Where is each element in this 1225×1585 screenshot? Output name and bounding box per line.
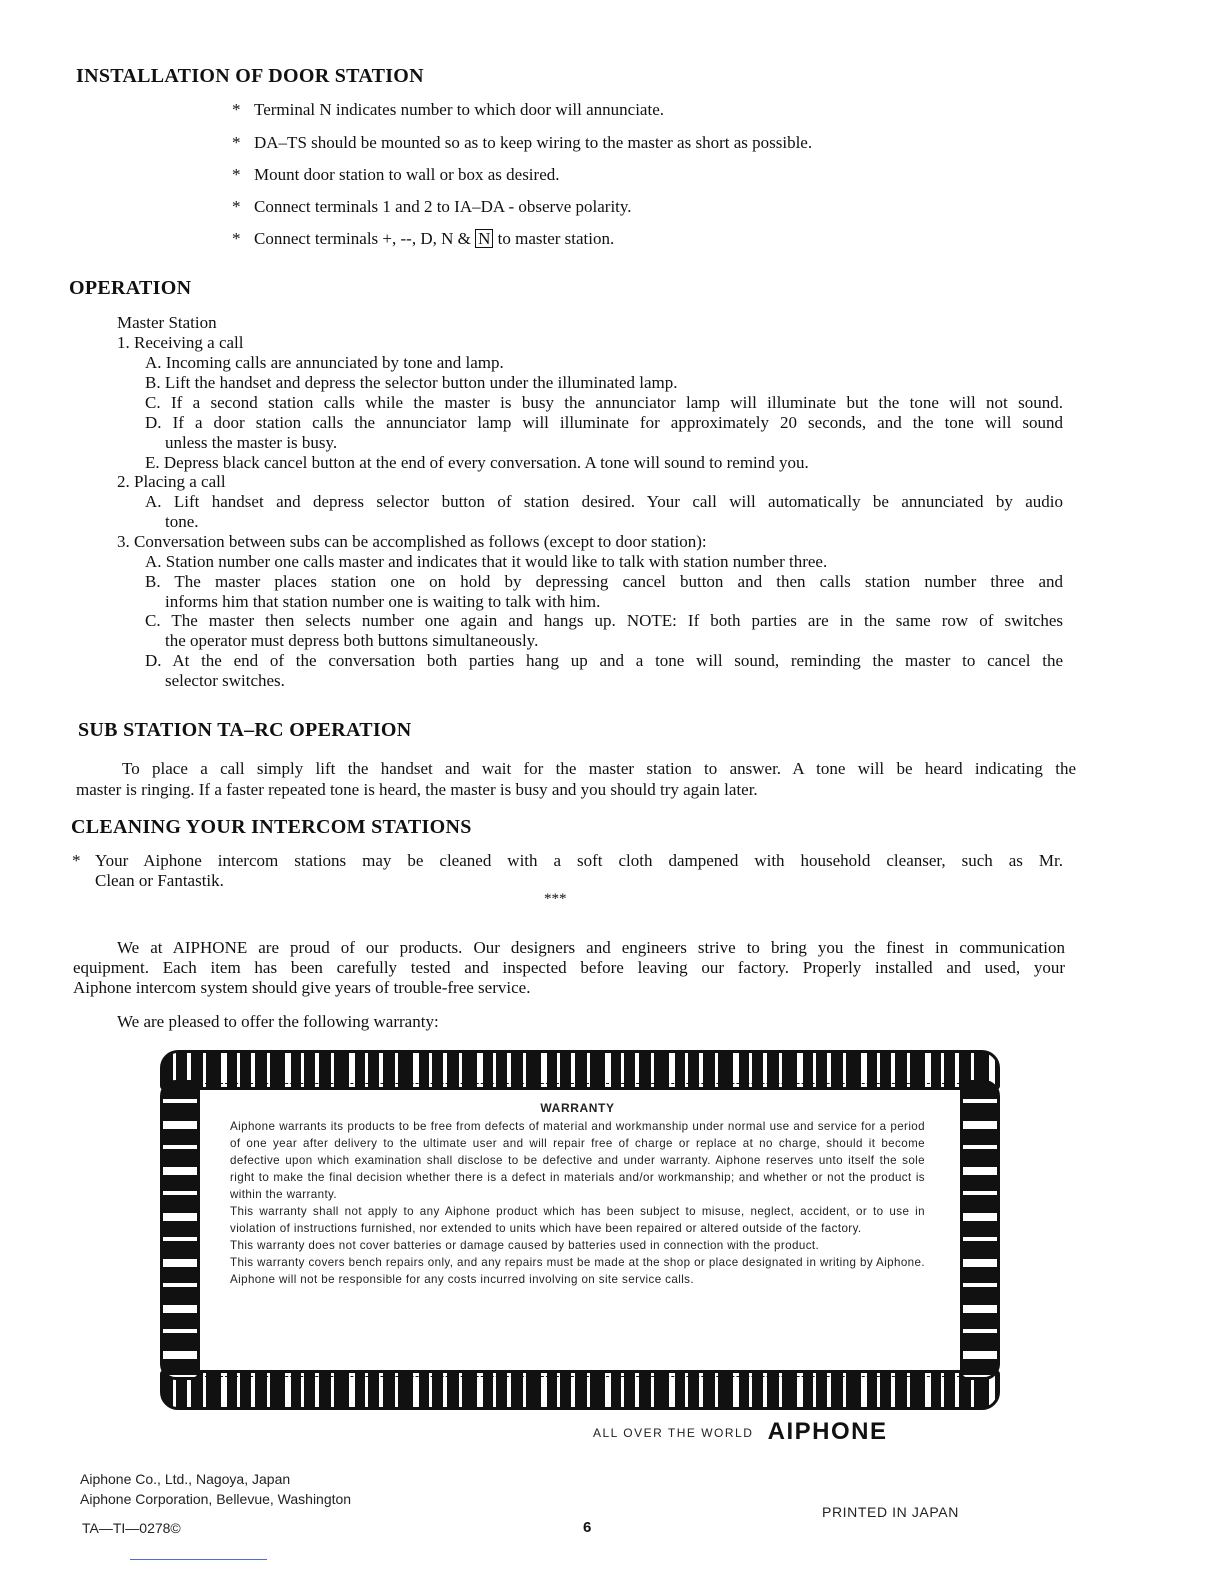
terminal-n-box: N [475,229,493,248]
footer-link-underline [130,1559,267,1560]
cleaning-star: * [72,851,81,870]
certificate-rule-top [200,1083,960,1084]
warranty-certificate [160,1050,1000,1410]
op-item-2a: A. Lift handset and depress selector button of station desired. Your call will automatically be annunciated by audio [145,492,1063,511]
op-item-1d: D. If a door station calls the annunciator lamp will illuminate for approximately 20 seconds, and the tone will sound [145,413,1063,432]
op-item-1a: A. Incoming calls are annunciated by tone and lamp. [145,353,504,372]
warranty-paragraph-4: This warranty covers bench repairs only, and any repairs must be made at the shop or place designated in writing by Aiphone. Aiphone will not be responsible for any costs incurred involving on site service calls. [230,1256,925,1286]
master-station-label: Master Station [117,313,217,332]
install-bullet-5: * Connect terminals +, --, D, N & N to master station. [232,229,615,248]
cleaning-text-2: Clean or Fantastik. [95,871,224,890]
op-item-3b: B. The master places station one on hold by depressing cancel button and then calls station number three and [145,572,1063,591]
cleaning-heading: CLEANING YOUR INTERCOM STATIONS [71,816,472,838]
warranty-paragraph-2: This warranty shall not apply to any Aiphone product which has been subject to misuse, neglect, accident, or to use in violation of instructions furnished, nor extended to units which have been repaired or altered outside of the factory. [230,1205,925,1235]
op-item-3b-cont: informs him that station number one is waiting to talk with him. [165,592,601,611]
closing-text-4: We are pleased to offer the following warranty: [117,1012,439,1031]
certificate-rule-bottom [200,1376,960,1377]
footer-address-1: Aiphone Co., Ltd., Nagoya, Japan [80,1471,291,1487]
closing-text-3: Aiphone intercom system should give years of trouble-free service. [73,978,531,997]
install-bullet-3: * Mount door station to wall or box as desired. [232,165,560,184]
op-item-1: 1. Receiving a call [117,333,244,352]
install-bullet-4: * Connect terminals 1 and 2 to IA–DA - observe polarity. [232,197,632,216]
brand-tagline: ALL OVER THE WORLD [593,1426,754,1440]
certificate-border-left [160,1080,200,1380]
op-item-1c: C. If a second station calls while the master is busy the annunciator lamp will illuminate but the tone will not sound. [145,393,1063,412]
aiphone-logo: AIPHONE [767,1418,888,1445]
closing-text-1: We at AIPHONE are proud of our products. Our designers and engineers strive to bring you the finest in communication [117,938,1065,957]
op-item-3d: D. At the end of the conversation both parties hang up and a tone will sound, reminding the master to cancel the [145,651,1063,670]
section-separator: *** [544,891,567,907]
certificate-border-top [160,1050,1000,1090]
op-item-3c: C. The master then selects number one again and hangs up. NOTE: If both parties are in the same row of switches [145,611,1063,630]
sub-station-text-2: master is ringing. If a faster repeated tone is heard, the master is busy and you should try again later. [76,780,758,799]
op-item-3: 3. Conversation between subs can be accomplished as follows (except to door station): [117,532,707,551]
warranty-body [230,1100,925,1288]
warranty-title: WARRANTY [540,1101,615,1115]
document-code: TA—TI—0278© [82,1520,181,1536]
installation-heading: INSTALLATION OF DOOR STATION [76,65,424,87]
op-item-3c-cont: the operator must depress both buttons simultaneously. [165,631,539,650]
printed-in: PRINTED IN JAPAN [822,1504,959,1520]
cleaning-text-1: Your Aiphone intercom stations may be cleaned with a soft cloth dampened with household cleanser, such as Mr. [95,851,1063,870]
op-item-1b: B. Lift the handset and depress the selector button under the illuminated lamp. [145,373,678,392]
operation-heading: OPERATION [69,277,192,299]
op-item-1e: E. Depress black cancel button at the end of every conversation. A tone will sound to remind you. [145,453,809,472]
op-item-2a-cont: tone. [165,512,199,531]
sub-station-text-1: To place a call simply lift the handset and wait for the master station to answer. A tone will be heard indicating the [122,759,1076,778]
install-bullet-2: * DA–TS should be mounted so as to keep wiring to the master as short as possible. [232,133,813,152]
op-item-3d-cont: selector switches. [165,671,285,690]
page-number: 6 [583,1519,592,1536]
closing-text-2: equipment. Each item has been carefully tested and inspected before leaving our factory. Properly installed and used, your [73,958,1065,977]
op-item-2: 2. Placing a call [117,472,226,491]
certificate-border-right [960,1080,1000,1380]
op-item-3a: A. Station number one calls master and indicates that it would like to talk with station number three. [145,552,828,571]
warranty-paragraph-1: Aiphone warrants its products to be free from defects of material and workmanship under normal use and service for a period of one year after delivery to the ultimate user and will repair free of charge or replace at no charge, should it become defective upon which examination shall disclose to be defective and under warranty. Aiphone reserves unto itself the sole right to make the final decision whether there is a defect in materials and/or workmanship; and whether or not the product is within the warranty. [230,1120,925,1201]
op-item-1d-cont: unless the master is busy. [165,433,338,452]
footer-address-2: Aiphone Corporation, Bellevue, Washington [80,1491,352,1507]
sub-station-heading: SUB STATION TA–RC OPERATION [78,719,412,741]
brand-line [593,1418,888,1445]
warranty-paragraph-3: This warranty does not cover batteries or damage caused by batteries used in connection with the product. [230,1239,820,1252]
install-bullet-1: * Terminal N indicates number to which door will annunciate. [232,100,665,119]
